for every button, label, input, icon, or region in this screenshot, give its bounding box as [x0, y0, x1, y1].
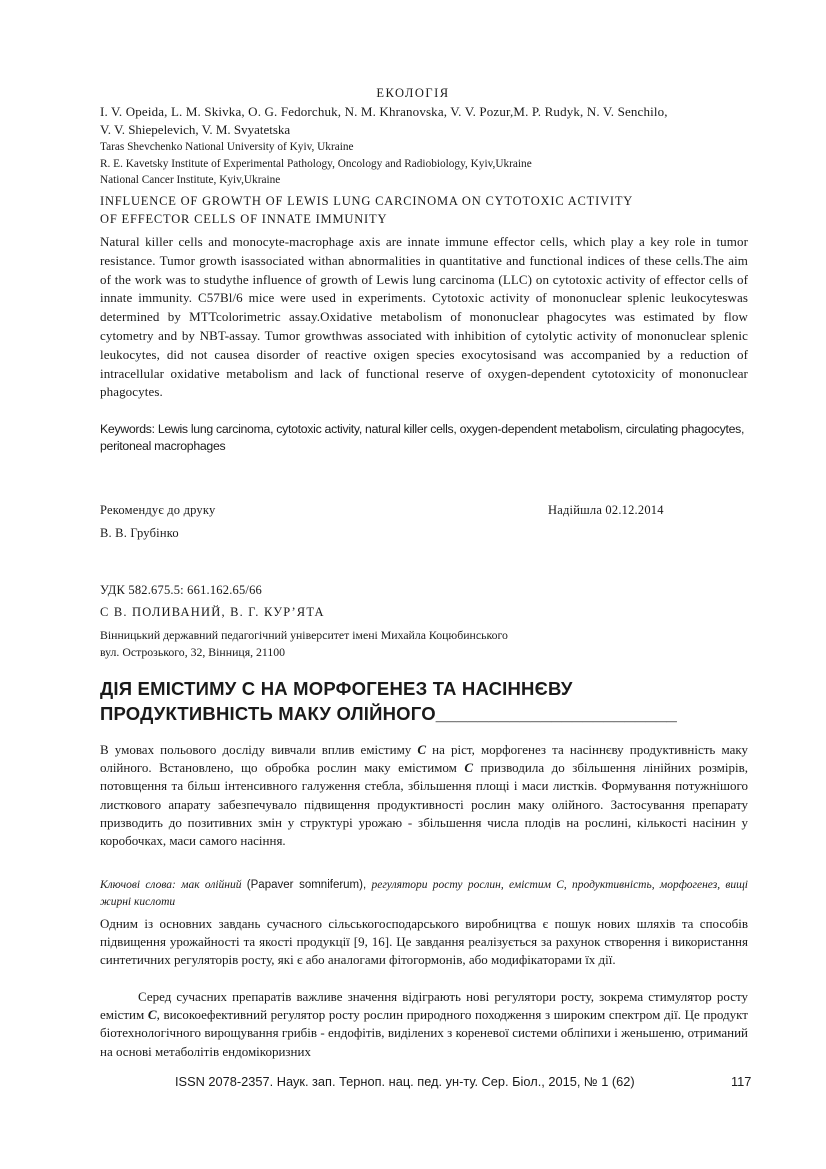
- abstract-text-b: на ріст, морфогенез та насіннєву продуктивність маку олійного. Встановлено, що обробка рослин маку емістимом: [100, 742, 748, 776]
- article1-keywords: Keywords: Lewis lung carcinoma, cytotoxic activity, natural killer cells, oxygen-dependent metabolism, circulating phagocytes, peritoneal macrophages: [100, 422, 745, 453]
- ua-title-line-1: ДІЯ ЕМІСТИМУ С НА МОРФОГЕНЕЗ ТА НАСІННЄВУ: [100, 678, 573, 699]
- article2-abstract: [100, 741, 748, 850]
- article2-authors: С В. ПОЛИВАНИЙ, В. Г. КУР’ЯТА: [100, 605, 325, 619]
- authors-line-1: I. V. Opeida, L. M. Skivka, O. G. Fedorchuk, N. M. Khranovska, V. V. Pozur,M. P. Rudyk, N. V. Senchilo,: [100, 104, 668, 119]
- keywords-a: Ключові слова: мак олійний: [100, 879, 247, 891]
- footer-journal: ISSN 2078-2357. Наук. зап. Терноп. нац. пед. ун-ту. Сер. Біол., 2015, № 1 (62): [175, 1074, 635, 1089]
- abstract-c-1: С: [417, 742, 427, 757]
- affiliation-line-2: вул. Острозького, 32, Вінниця, 21100: [100, 645, 286, 659]
- para2-c: С: [147, 1007, 157, 1023]
- reviewer-name: В. В. Грубінко: [100, 526, 179, 540]
- received-date: Надійшла 02.12.2014: [548, 503, 664, 517]
- para2-a: Серед сучасних препаратів важливе значення відіграють нові регулятори росту, зокрема стимулятор росту емістим: [100, 989, 748, 1023]
- ua-title-line-2: ПРОДУКТИВНІСТЬ МАКУ ОЛІЙНОГО_______________________: [100, 702, 678, 724]
- keywords-latin: (Papaver somniferum),: [246, 879, 367, 891]
- abstract-c-2: С: [464, 760, 474, 776]
- body-paragraph-2: [100, 988, 748, 1061]
- article2-keywords: [100, 877, 748, 911]
- article2-affiliation: [100, 627, 748, 661]
- title-line-1: INFLUENCE OF GROWTH OF LEWIS LUNG CARCINOMA ON CYTOTOXIC ACTIVITY: [100, 194, 634, 208]
- authors-line-2: V. V. Shiepelevich, V. M. Svyatetska: [100, 122, 291, 137]
- article1-affiliations: [100, 139, 748, 189]
- affiliation-3: National Cancer Institute, Kyiv,Ukraine: [100, 174, 281, 186]
- article1-authors: [100, 103, 748, 139]
- article1-abstract: Natural killer cells and monocyte-macrophage axis are innate immune effector cells, which play a key role in tumor resistance. Tumor growth isassociated withan abnormalities in quantitative and functional indices of these cells.The aim of the work was to studythe influence of growth of Lewis lung carcinoma (LLC) on cytotoxic activity of effector cells of innate immunity. C57Bl/6 mice were used in experiments. Cytotoxic activity of mononuclear splenic leukocyteswas determined by MTTcolorimetric assay.Oxidative metabolism of mononuclear phagocytes was estimated by flow cytometry and by NBT-assay. Tumor growthwas associated with inhibition of cytolytic activity of mononuclear splenic leukocytes, did not causea disorder of reactive oxigen species exocytosisand was accompanied by a reduction of intracellular oxidative metabolism and lack of functional reserve of oxygen-dependent cytotoxicity of mononuclear phagocytes.: [100, 234, 748, 400]
- para2-b: , високоефективний регулятор росту рослин природного походження з широким спектром дії. Це продукт біотехнологічного вирощування грибів - ендофітів, виділених з кореневої системи обліпихи і женьшеню, отриманий на основі метаболітів ендомікоризних: [100, 1007, 748, 1059]
- abstract-text-c: призводила до збільшення лінійних розмірів, потовщення та більш інтенсивного галуження стебла, збільшення площі і маси листків. Формування потужнішого листкового апарату забезпечувало підвищення продуктивності рослин маку олійного. Застосування препарату призводить до позитивних змін у структурі урожаю - збільшення числа плодів на рослині, кількості насінин у коробочках, маси самого насіння.: [100, 760, 748, 849]
- affiliation-1: Taras Shevchenko National University of Kyiv, Ukraine: [100, 141, 354, 153]
- recommended-label: Рекомендує до друку: [100, 503, 216, 517]
- abstract-text-a: В умовах польового досліду вивчали вплив емістиму: [100, 742, 418, 757]
- section-title: ЕКОЛОГІЯ: [376, 86, 450, 100]
- article1-title: [100, 192, 748, 228]
- udc-code: УДК 582.675.5: 661.162.65/66: [100, 583, 262, 597]
- keywords-c: регулятори росту рослин, емістим С, продуктивність, морфогенез, вищі жирні кислоти: [100, 879, 748, 908]
- body-paragraph-1: Одним із основних завдань сучасного сільськогосподарського виробництва є пошук нових шляхів та способів підвищення урожайності та якості продукції [9, 16]. Це завдання реалізується за рахунок створення і використання синтетичних регуляторів росту, які є або аналогами фітогормонів, або модифікаторами їх дії.: [100, 916, 748, 968]
- affiliation-2: R. E. Kavetsky Institute of Experimental Pathology, Oncology and Radiobiology, Kyiv,Ukraine: [100, 157, 532, 170]
- article2-title: [100, 677, 748, 726]
- affiliation-line-1: Вінницький державний педагогічний університет імені Михайла Коцюбинського: [100, 628, 508, 642]
- title-line-2: OF EFFECTOR CELLS OF INNATE IMMUNITY: [100, 212, 388, 226]
- page-number: 117: [731, 1074, 752, 1089]
